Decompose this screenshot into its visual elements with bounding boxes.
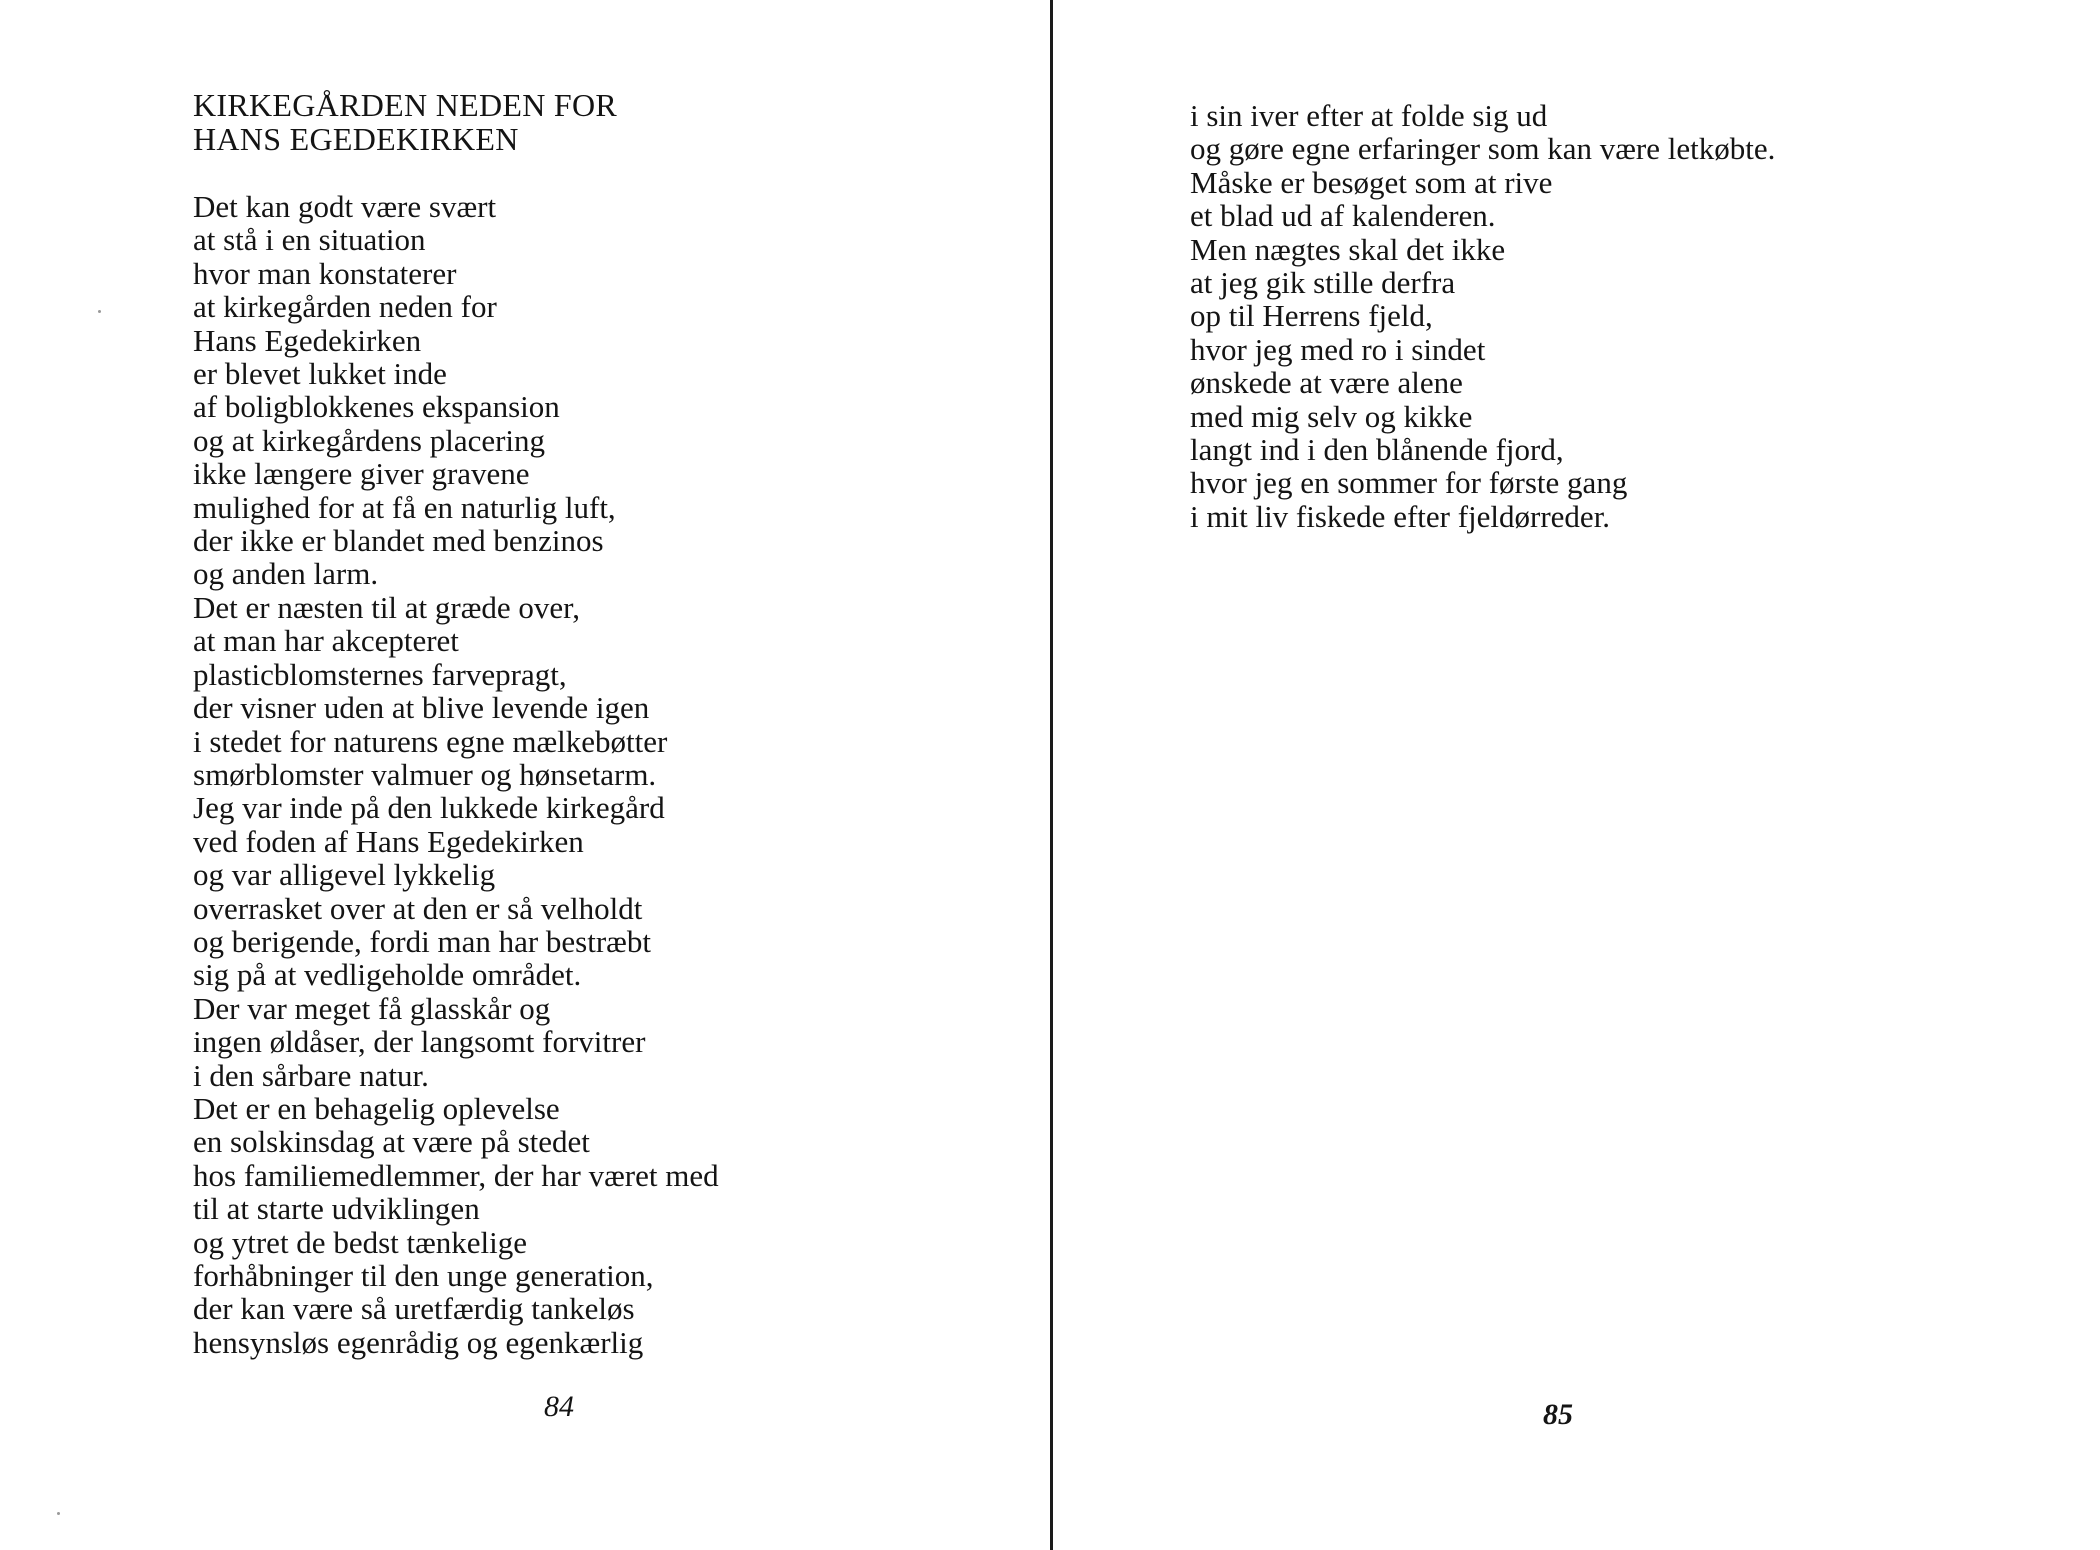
poem-line: Det er næsten til at græde over, <box>193 589 581 625</box>
poem-line: er blevet lukket inde <box>193 356 447 392</box>
poem-line: plasticblomsternes farvepragt, <box>193 656 567 692</box>
poem-line: Men nægtes skal det ikke <box>1190 231 1506 267</box>
poem-line: forhåbninger til den unge generation, <box>193 1258 654 1293</box>
right-page-poem-lines <box>1190 99 1775 533</box>
poem-title-line: HANS EGEDEKIRKEN <box>193 121 519 157</box>
poem-line: et blad ud af kalenderen. <box>1190 198 1496 234</box>
poem-line: hvor man konstaterer <box>193 255 457 291</box>
poem-line: at kirkegården neden for <box>193 289 497 325</box>
poem-line: Det er en behagelig oplevelse <box>193 1090 560 1126</box>
poem-line: Hans Egedekirken <box>193 322 422 358</box>
poem-line: mulighed for at få en naturlig luft, <box>193 489 616 525</box>
poem-line: Det kan godt være svært <box>193 189 497 224</box>
poem-line: og berigende, fordi man har bestræbt <box>193 923 651 959</box>
poem-line: overrasket over at den er så velholdt <box>193 890 643 926</box>
poem-line: i mit liv fiskede efter fjeldørreder. <box>1190 498 1611 534</box>
poem-line: ikke længere giver gravene <box>193 456 530 492</box>
poem-line: ingen øldåser, der langsomt forvitrer <box>193 1024 646 1060</box>
poem-line: Jeg var inde på den lukkede kirkegård <box>193 790 665 826</box>
paper-speck <box>98 310 101 313</box>
poem-line: at stå i en situation <box>193 222 426 258</box>
poem-line: ønskede at være alene <box>1190 365 1463 401</box>
poem-line: smørblomster valmuer og hønsetarm. <box>193 756 657 792</box>
poem-line: i stedet for naturens egne mælkebøtter <box>193 723 668 759</box>
page-number-left: 84 <box>544 1390 574 1423</box>
poem-line: i sin iver efter at folde sig ud <box>1190 98 1548 133</box>
poem-line: hos familiemedlemmer, der har været med <box>193 1157 719 1193</box>
poem-line: hvor jeg med ro i sindet <box>1190 331 1486 367</box>
poem-line: en solskinsdag at være på stedet <box>193 1124 590 1160</box>
page-gutter-line <box>1050 0 1053 1550</box>
poem-line: og at kirkegårdens placering <box>193 422 546 458</box>
poem-line: Måske er besøget som at rive <box>1190 164 1553 200</box>
poem-line: der visner uden at blive levende igen <box>193 690 650 726</box>
poem-line: og ytret de bedst tænkelige <box>193 1224 528 1260</box>
poem-title-line: KIRKEGÅRDEN NEDEN FOR <box>193 87 618 123</box>
poem-line: og var alligevel lykkelig <box>193 857 496 893</box>
poem-line: hensynsløs egenrådig og egenkærlig <box>193 1324 644 1360</box>
poem-line: og anden larm. <box>193 556 379 592</box>
poem-line: sig på at vedligeholde området. <box>193 957 582 993</box>
left-page-poem-lines <box>193 190 719 1359</box>
poem-line: at man har akcepteret <box>193 623 459 659</box>
page-number-right: 85 <box>1543 1398 1573 1431</box>
poem-line: hvor jeg en sommer for første gang <box>1190 465 1628 501</box>
poem-line: og gøre egne erfaringer som kan være letkøbte. <box>1190 131 1776 167</box>
poem-line: op til Herrens fjeld, <box>1190 298 1433 334</box>
right-page <box>1054 0 2100 1550</box>
poem-title <box>193 88 993 156</box>
poem-line: ved foden af Hans Egedekirken <box>193 823 584 859</box>
poem-line: der kan være så uretfærdig tankeløs <box>193 1291 635 1327</box>
paper-speck <box>57 1512 60 1515</box>
poem-line: til at starte udviklingen <box>193 1191 480 1227</box>
poem-line: Der var meget få glasskår og <box>193 990 551 1026</box>
poem-line: at jeg gik stille derfra <box>1190 265 1456 301</box>
poem-line: langt ind i den blånende fjord, <box>1190 432 1564 468</box>
poem-line: i den sårbare natur. <box>193 1057 429 1093</box>
poem-line: der ikke er blandet med benzinos <box>193 523 604 559</box>
poem-line: med mig selv og kikke <box>1190 398 1473 434</box>
poem-line: af boligblokkenes ekspansion <box>193 389 560 425</box>
